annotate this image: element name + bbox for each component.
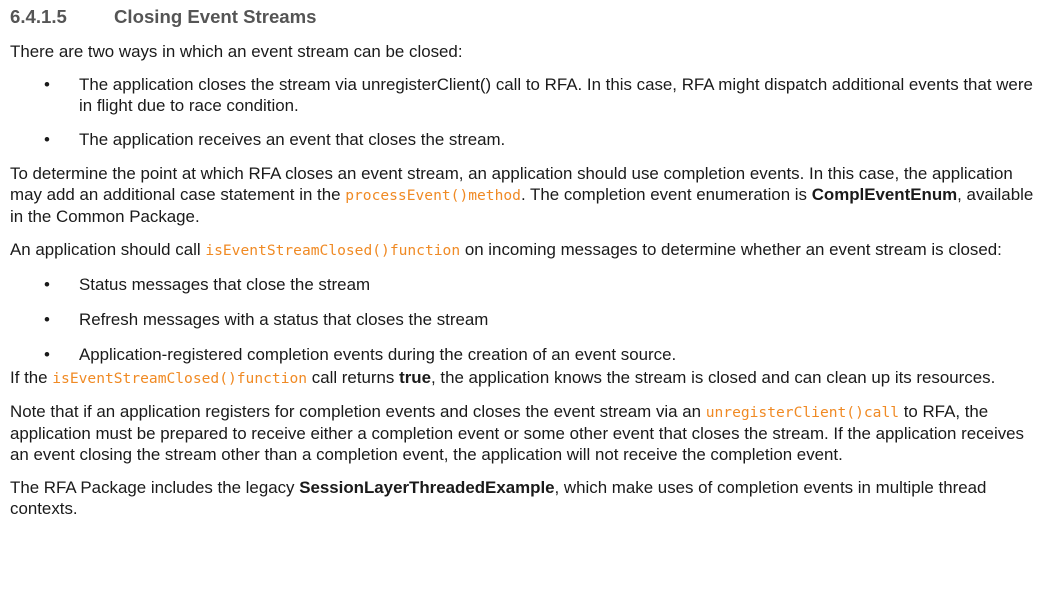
should-call-paragraph: An application should call isEventStreamClosed()function on incoming messages to determine whether an event stream is closed:	[10, 240, 1002, 259]
list-item: • The application closes the stream via unregisterClient() call to RFA. In this case, RFA might dispatch additional events that were in flight due to race condition.	[44, 75, 1033, 115]
if-returns-paragraph: If the isEventStreamClosed()function call returns true, the application knows the stream is closed and can clean up its resources.	[10, 368, 996, 387]
section-number: 6.4.1.5	[10, 6, 67, 27]
code-unregister-client: unregisterClient()call	[705, 404, 900, 421]
bold-session-layer-threaded-example: SessionLayerThreadedExample	[299, 478, 555, 497]
bold-true: true	[399, 368, 431, 387]
section-heading	[10, 6, 1034, 34]
code-process-event: processEvent()method	[345, 187, 521, 204]
bullet: •	[44, 275, 50, 294]
bullet: •	[44, 130, 50, 149]
list-item: • Status messages that close the stream	[44, 275, 371, 294]
bullet: •	[44, 75, 50, 94]
package-paragraph: The RFA Package includes the legacy SessionLayerThreadedExample, which make uses of completion events in multiple thread contexts.	[10, 478, 987, 518]
code-is-event-stream-closed: isEventStreamClosed()function	[205, 242, 461, 259]
bullet: •	[44, 345, 50, 364]
intro-paragraph: There are two ways in which an event stream can be closed:	[10, 42, 463, 61]
code-is-event-stream-closed: isEventStreamClosed()function	[52, 370, 308, 387]
bold-compl-event-enum: ComplEventEnum	[811, 185, 958, 204]
section-title: Closing Event Streams	[114, 6, 317, 27]
document-page	[10, 0, 1034, 519]
list-item: • Application-registered completion events during the creation of an event source.	[44, 345, 677, 364]
bullet: •	[44, 310, 50, 329]
closed-cases-list	[10, 274, 1034, 365]
determine-paragraph: To determine the point at which RFA closes an event stream, an application should use completion events. In this case, the application may add an additional case statement in the processEvent()method. The completion event enumeration is ComplEventEnum, available in the Common Package.	[10, 164, 1034, 226]
list-item: • Refresh messages with a status that closes the stream	[44, 310, 489, 329]
ways-list	[10, 74, 1034, 150]
list-item: • The application receives an event that closes the stream.	[44, 130, 506, 149]
note-paragraph: Note that if an application registers for completion events and closes the event stream via an unregisterClient()call to RFA, the application must be prepared to receive either a completion event or some other event that closes the stream. If the application receives an event closing the stream other than a completion event, the application will not receive the completion event.	[10, 402, 1024, 464]
